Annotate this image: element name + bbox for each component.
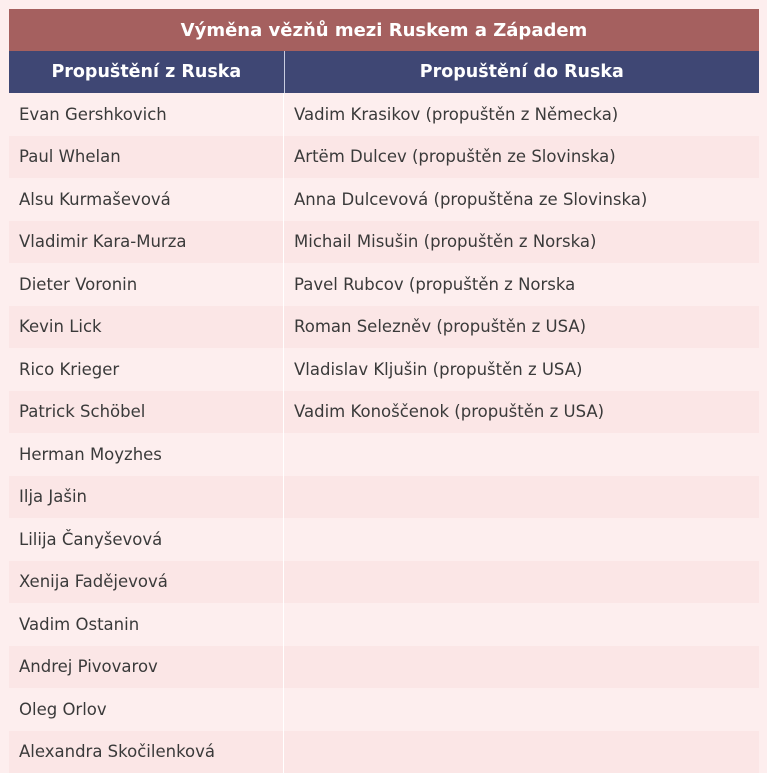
table-row [9,688,759,731]
prisoner-exchange-table [9,9,759,773]
table-row [9,433,759,476]
cell-from-russia: Oleg Orlov [9,688,284,731]
cell-from-russia: Xenija Fadějevová [9,561,284,604]
cell-from-russia: Andrej Pivovarov [9,646,284,689]
cell-from-russia: Rico Krieger [9,348,284,391]
header-released-to-russia: Propuštění do Ruska [285,51,759,93]
cell-to-russia [284,433,759,476]
table-header-row [9,51,759,93]
table-body [9,93,759,773]
cell-to-russia [284,646,759,689]
cell-from-russia: Dieter Voronin [9,263,284,306]
table-row [9,306,759,349]
cell-from-russia: Lilija Čanyševová [9,518,284,561]
table-row [9,476,759,519]
cell-to-russia [284,688,759,731]
header-released-from-russia: Propuštění z Ruska [9,51,285,93]
cell-to-russia: Anna Dulcevová (propuštěna ze Slovinska) [284,178,759,221]
table-row [9,391,759,434]
cell-from-russia: Alexandra Skočilenková [9,731,284,773]
table-title: Výměna vězňů mezi Ruskem a Západem [9,9,759,51]
table-row [9,731,759,773]
table-row [9,93,759,136]
cell-to-russia: Michail Misušin (propuštěn z Norska) [284,221,759,264]
cell-to-russia: Vadim Konoščenok (propuštěn z USA) [284,391,759,434]
cell-to-russia [284,561,759,604]
cell-from-russia: Ilja Jašin [9,476,284,519]
cell-to-russia [284,518,759,561]
cell-to-russia [284,476,759,519]
cell-to-russia [284,603,759,646]
cell-to-russia: Vadim Krasikov (propuštěn z Německa) [284,93,759,136]
cell-to-russia: Vladislav Kljušin (propuštěn z USA) [284,348,759,391]
table-row [9,221,759,264]
cell-from-russia: Kevin Lick [9,306,284,349]
cell-to-russia [284,731,759,773]
cell-from-russia: Paul Whelan [9,136,284,179]
cell-from-russia: Evan Gershkovich [9,93,284,136]
cell-from-russia: Vladimir Kara-Murza [9,221,284,264]
cell-to-russia: Roman Selezněv (propuštěn z USA) [284,306,759,349]
table-row [9,646,759,689]
table-row [9,518,759,561]
cell-to-russia: Artëm Dulcev (propuštěn ze Slovinska) [284,136,759,179]
table-row [9,263,759,306]
cell-from-russia: Alsu Kurmaševová [9,178,284,221]
cell-from-russia: Vadim Ostanin [9,603,284,646]
table-row [9,178,759,221]
table-row [9,603,759,646]
table-row [9,561,759,604]
cell-to-russia: Pavel Rubcov (propuštěn z Norska [284,263,759,306]
table-row [9,136,759,179]
cell-from-russia: Patrick Schöbel [9,391,284,434]
cell-from-russia: Herman Moyzhes [9,433,284,476]
table-row [9,348,759,391]
